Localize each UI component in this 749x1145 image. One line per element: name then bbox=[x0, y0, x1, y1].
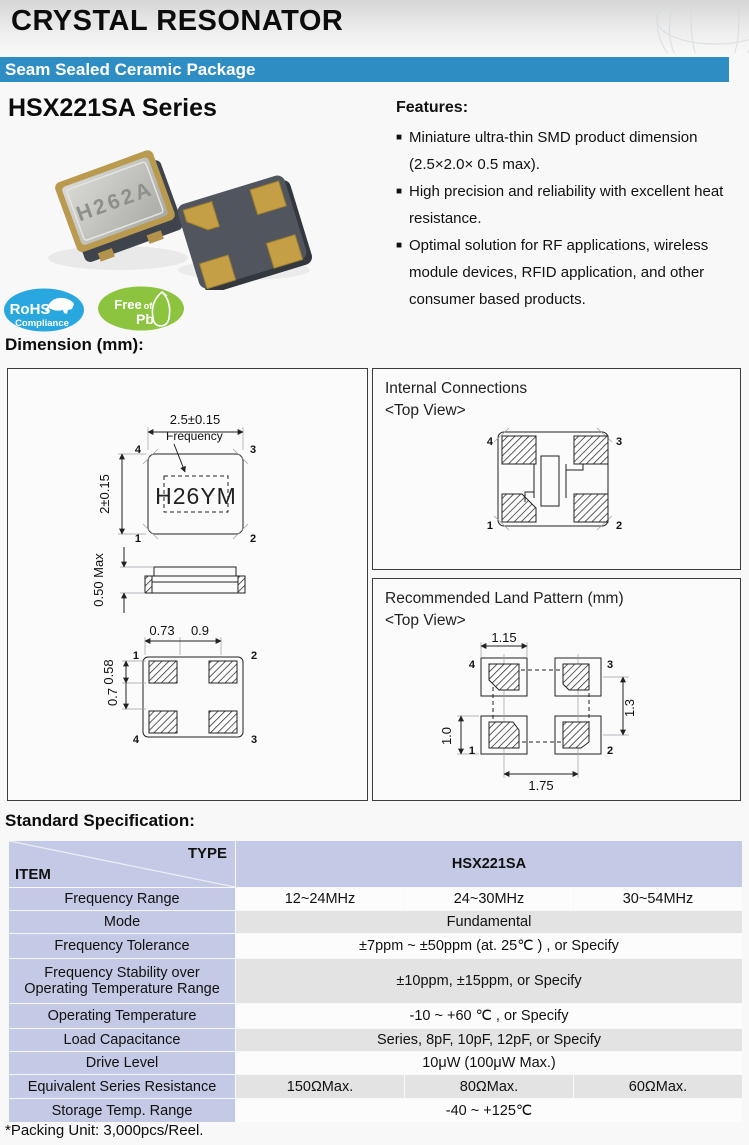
spec-value: Fundamental bbox=[236, 911, 742, 933]
spec-row bbox=[9, 1004, 742, 1028]
marking-text: H26YM bbox=[155, 483, 237, 509]
spec-row bbox=[9, 888, 742, 910]
pin-label: 1 bbox=[134, 533, 141, 545]
ic-drawing bbox=[373, 422, 740, 554]
lp-drawing bbox=[373, 632, 740, 796]
lp-subtitle: <Top View> bbox=[385, 612, 466, 629]
pin-label: 2 bbox=[250, 533, 257, 545]
product-photo bbox=[30, 142, 320, 295]
spec-heading: Standard Specification: bbox=[5, 811, 195, 830]
spec-value: Series, 8pF, 10pF, 12pF, or Specify bbox=[236, 1029, 742, 1051]
pin-label: 2 bbox=[616, 520, 623, 532]
spec-item-label: Load Capacitance bbox=[9, 1029, 235, 1051]
spec-item-label: Frequency Range bbox=[9, 888, 235, 910]
lp-dim: 1.15 bbox=[491, 632, 517, 645]
lp-dim: 1.0 bbox=[439, 726, 454, 746]
bullet-square-icon: ■ bbox=[396, 132, 403, 143]
width-dim: 2.5±0.15 bbox=[169, 412, 221, 427]
pb-free-badge bbox=[96, 286, 186, 336]
internal-connections-box bbox=[372, 368, 741, 570]
ic-subtitle: <Top View> bbox=[385, 402, 466, 419]
spec-value: ±7ppm ~ ±50ppm (at. 25℃ ) , or Specify bbox=[236, 934, 742, 958]
feature-text: Miniature ultra-thin SMD product dimension (2.5×2.0× 0.5 max). bbox=[409, 129, 698, 173]
spec-row bbox=[9, 1099, 742, 1122]
spec-value: ±10ppm, ±15ppm, or Specify bbox=[236, 959, 742, 1003]
feature-text: High precision and reliability with excellent heat resistance. bbox=[409, 183, 724, 227]
spec-item-label: Storage Temp. Range bbox=[9, 1099, 235, 1122]
pb-pb-text: Pb bbox=[136, 311, 154, 327]
spec-value: 24~30MHz bbox=[405, 888, 573, 910]
spec-row bbox=[9, 911, 742, 933]
spec-value: 30~54MHz bbox=[574, 888, 742, 910]
pin-label: 4 bbox=[132, 734, 139, 746]
spec-value: -10 ~ +60 ℃ , or Specify bbox=[236, 1004, 742, 1028]
packing-footnote: *Packing Unit: 3,000pcs/Reel. bbox=[5, 1122, 204, 1139]
dimension-heading: Dimension (mm): bbox=[5, 335, 144, 354]
pin-label: 3 bbox=[251, 734, 258, 746]
spec-row bbox=[9, 1052, 742, 1074]
spec-value: -40 ~ +125℃ bbox=[236, 1099, 742, 1122]
spec-value: 80ΩMax. bbox=[405, 1075, 573, 1098]
thickness-dim: 0.50 Max bbox=[91, 553, 106, 607]
spec-table-body bbox=[9, 841, 742, 1122]
top-view-drawing bbox=[97, 412, 256, 545]
pin-label: 2 bbox=[607, 745, 614, 757]
series-title: HSX221SA Series bbox=[8, 94, 217, 122]
feature-text: Optimal solution for RF applications, wireless module devices, RFID application, and other consumer based products. bbox=[409, 237, 709, 308]
side-view-drawing bbox=[91, 547, 245, 613]
pin-label: 4 bbox=[486, 436, 493, 448]
spec-item-label: Operating Temperature bbox=[9, 1004, 235, 1028]
pin-label: 1 bbox=[486, 520, 493, 532]
package-banner: Seam Sealed Ceramic Package bbox=[0, 57, 729, 82]
bullet-square-icon: ■ bbox=[396, 240, 403, 251]
spec-value: 10μW (100μW Max.) bbox=[236, 1052, 742, 1074]
spec-item-label: Equivalent Series Resistance bbox=[9, 1075, 235, 1098]
height-dim: 2±0.15 bbox=[97, 474, 112, 514]
page-title: CRYSTAL RESONATOR bbox=[11, 5, 344, 37]
pin-label: 1 bbox=[468, 745, 475, 757]
spec-value: 12~24MHz bbox=[236, 888, 404, 910]
pad-dim: 0.73 bbox=[149, 623, 175, 638]
pin-label: 3 bbox=[250, 444, 257, 456]
spec-item-label: Mode bbox=[9, 911, 235, 933]
ic-title: Internal Connections bbox=[385, 380, 528, 397]
spec-row bbox=[9, 1075, 742, 1098]
pb-free-text: Free bbox=[114, 297, 142, 312]
spec-value: 60ΩMax. bbox=[574, 1075, 742, 1098]
bottom-view-drawing bbox=[101, 623, 257, 746]
spec-item-label: Drive Level bbox=[9, 1052, 235, 1074]
pad-dim: 0.9 bbox=[190, 623, 210, 638]
spec-row bbox=[9, 934, 742, 958]
type-label: TYPE bbox=[187, 845, 227, 862]
features-list bbox=[396, 124, 746, 313]
pin-label: 3 bbox=[616, 436, 623, 448]
feature-item bbox=[396, 232, 746, 313]
bullet-square-icon: ■ bbox=[396, 186, 403, 197]
spec-value: 150ΩMax. bbox=[236, 1075, 404, 1098]
spec-row bbox=[9, 959, 742, 1003]
rohs-text: RoHS bbox=[9, 301, 51, 318]
chip-marking: H262A bbox=[73, 177, 157, 227]
globe-watermark-icon bbox=[600, 0, 749, 53]
pin-label: 2 bbox=[251, 650, 258, 662]
item-label: ITEM bbox=[15, 866, 51, 883]
spec-header-item-type-cell bbox=[9, 841, 235, 887]
rohs-badge bbox=[3, 288, 85, 337]
rohs-subtext: Compliance bbox=[15, 318, 69, 329]
pin-label: 1 bbox=[132, 650, 139, 662]
lp-dim: 1.75 bbox=[528, 778, 554, 793]
feature-item bbox=[396, 178, 746, 232]
features-section bbox=[396, 99, 746, 313]
pad-dim: 0.58 bbox=[101, 659, 116, 685]
lp-dim: 1.3 bbox=[622, 698, 637, 718]
spec-row bbox=[9, 1029, 742, 1051]
dimension-box bbox=[7, 368, 368, 801]
spec-item-label: Frequency Tolerance bbox=[9, 934, 235, 958]
spec-header-row bbox=[9, 841, 742, 887]
pin-label: 4 bbox=[468, 659, 475, 671]
frequency-label: Frequency bbox=[166, 429, 223, 443]
pb-of-text: of bbox=[143, 301, 153, 311]
lp-title: Recommended Land Pattern (mm) bbox=[385, 590, 624, 607]
spec-table bbox=[8, 840, 743, 1123]
land-pattern-box bbox=[372, 578, 741, 801]
pad-dim: 0.7 bbox=[105, 687, 120, 707]
pin-label: 4 bbox=[134, 444, 141, 456]
pin-label: 3 bbox=[607, 659, 614, 671]
features-heading: Features: bbox=[396, 99, 469, 116]
spec-product-name: HSX221SA bbox=[236, 841, 742, 887]
spec-item-label: Frequency Stability over Operating Temperature Range bbox=[9, 959, 235, 1003]
feature-item bbox=[396, 124, 746, 178]
